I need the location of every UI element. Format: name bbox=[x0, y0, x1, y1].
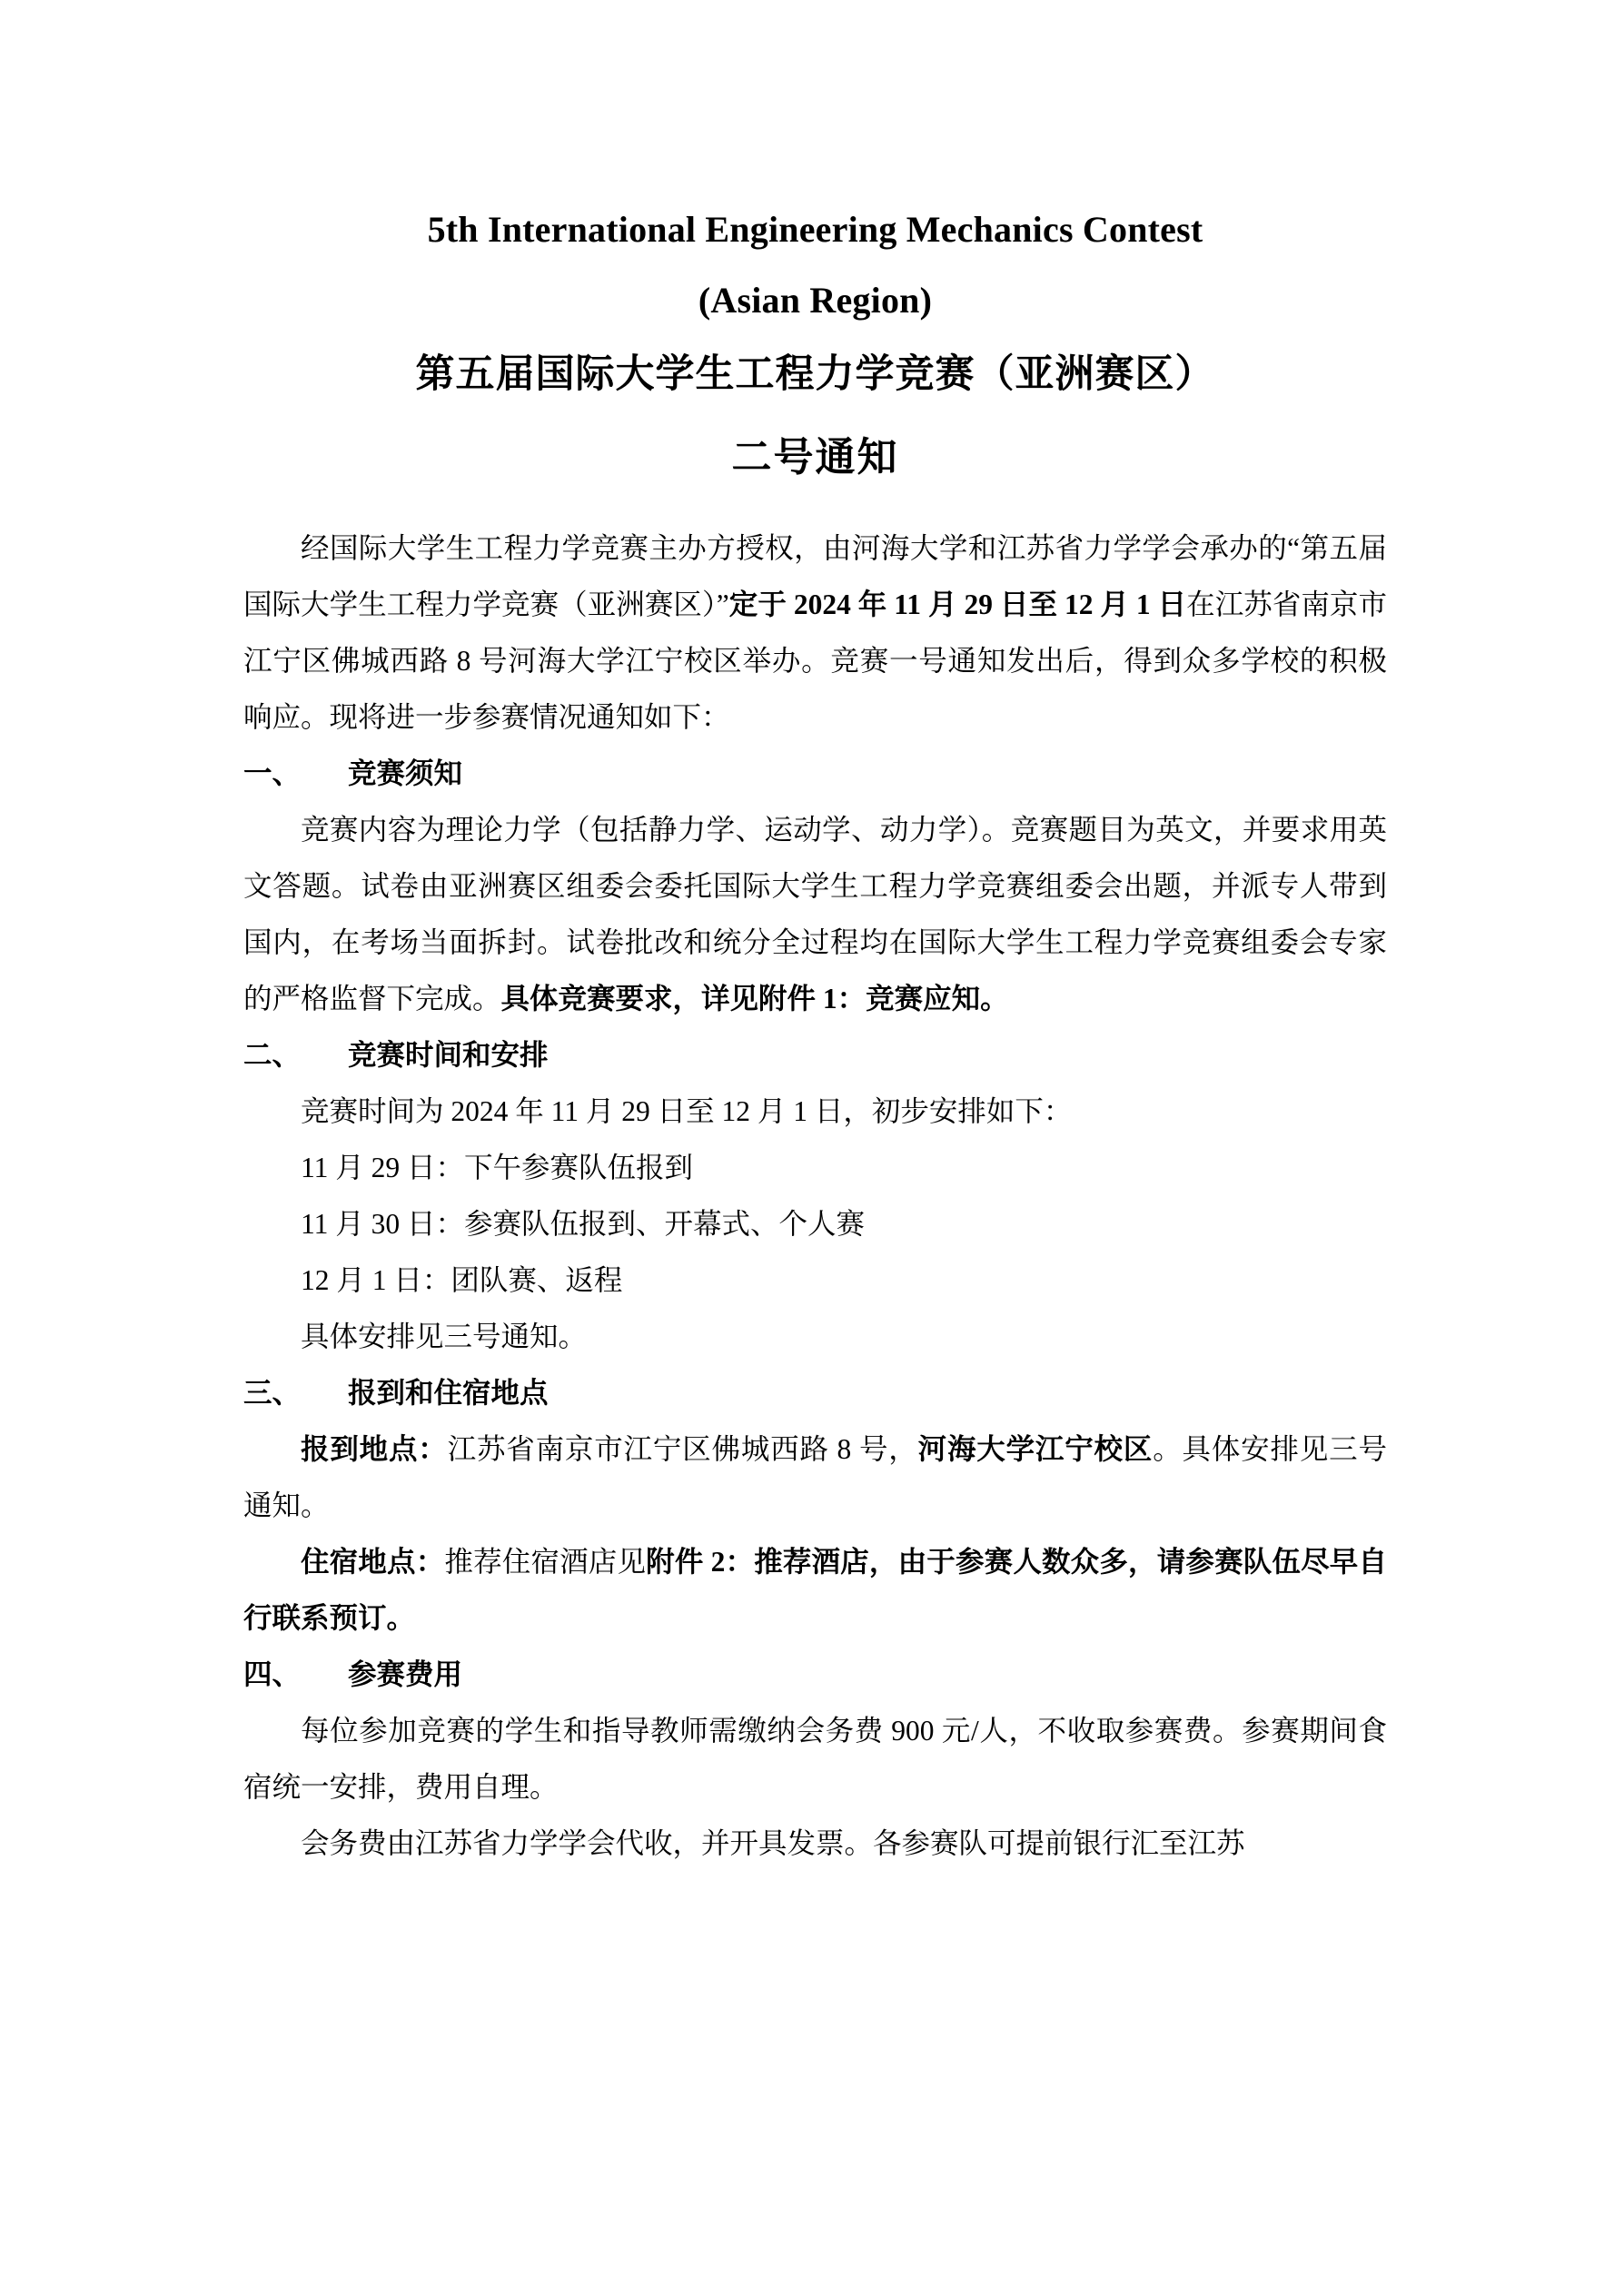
checkin-location-paragraph bbox=[243, 1421, 1387, 1534]
section-4-number: 四、 bbox=[243, 1658, 302, 1690]
lodging-location-segment-1: 推荐住宿酒店见 bbox=[444, 1546, 647, 1578]
section-1-body-segment-1: 竞赛内容为理论力学（包括静力学、运动学、动力学）。竞赛题目为英文，并要求用英文答题。试卷由亚洲赛区组委会委托国际大学生工程力学竞赛组委会出题，并派专人带到国内，在考场当面拆封。试卷批改和统分全过程均在国际大学生工程力学竞赛组委会专家的严格监督下完成。 bbox=[243, 814, 1387, 1014]
lodging-location-label: 住宿地点： bbox=[301, 1546, 445, 1578]
schedule-item-3: 12 月 1 日：团队赛、返程 bbox=[301, 1264, 623, 1296]
section-1-body bbox=[243, 802, 1387, 1027]
section-heading-1 bbox=[243, 746, 1387, 802]
section-2-number: 二、 bbox=[243, 1039, 302, 1071]
schedule-item-2: 11 月 30 日：参赛队伍报到、开幕式、个人赛 bbox=[301, 1208, 865, 1240]
checkin-location-segment-3: 。具体安排见三号通知。 bbox=[243, 1433, 1387, 1521]
section-1-number: 一、 bbox=[243, 757, 302, 789]
schedule-item-1: 11 月 29 日：下午参赛队伍报到 bbox=[301, 1152, 693, 1183]
document-content bbox=[243, 0, 1387, 1872]
title-chinese-subtitle: 二号通知 bbox=[731, 435, 899, 480]
intro-segment-3: 在江苏省南京市江宁区佛城西路 8 号河海大学江宁校区举办。竞赛一号通知发出后，得到众多学校的积极响应。现将进一步参赛情况通知如下： bbox=[243, 589, 1387, 733]
fee-paragraph-2: 会务费由江苏省力学学会代收，并开具发票。各参赛队可提前银行汇至江苏 bbox=[301, 1827, 1245, 1859]
intro-paragraph bbox=[243, 520, 1387, 746]
section-2-footer: 具体安排见三号通知。 bbox=[301, 1321, 588, 1352]
checkin-location-campus-bold: 河海大学江宁校区 bbox=[917, 1433, 1154, 1465]
section-3-number: 三、 bbox=[243, 1377, 302, 1409]
section-3-title: 报到和住宿地点 bbox=[348, 1377, 549, 1409]
section-1-body-segment-2-bold: 具体竞赛要求，详见附件 1：竞赛应知。 bbox=[500, 983, 1009, 1014]
lodging-location-paragraph bbox=[243, 1534, 1387, 1647]
title-english-line2: (Asian Region) bbox=[698, 280, 933, 321]
section-2-title: 竞赛时间和安排 bbox=[348, 1039, 549, 1071]
checkin-location-segment-1: 江苏省南京市江宁区佛城西路 8 号， bbox=[447, 1433, 918, 1465]
section-2-intro: 竞赛时间为 2024 年 11 月 29 日至 12 月 1 日，初步安排如下： bbox=[301, 1095, 1073, 1127]
title-chinese-main: 第五届国际大学生工程力学竞赛（亚洲赛区） bbox=[415, 353, 1215, 396]
lodging-location-segment-2-bold: 附件 2：推荐酒店，由于参赛人数众多，请参赛队伍尽早自行联系预订。 bbox=[243, 1546, 1387, 1634]
section-heading-4 bbox=[243, 1647, 1387, 1703]
title-english-line1: 5th International Engineering Mechanics Contest bbox=[427, 209, 1203, 250]
section-heading-3 bbox=[243, 1365, 1387, 1421]
section-1-title: 竞赛须知 bbox=[348, 757, 463, 789]
intro-segment-1: 经国际大学生工程力学竞赛主办方授权，由河海大学和江苏省力学学会承办的“第五届国际大学生工程力学竞赛（亚洲赛区）” bbox=[243, 532, 1387, 620]
section-4-title: 参赛费用 bbox=[348, 1658, 463, 1690]
intro-segment-2-bold: 定于 2024 年 11 月 29 日至 12 月 1 日 bbox=[728, 589, 1187, 620]
fee-paragraph-1: 每位参加竞赛的学生和指导教师需缴纳会务费 900 元/人，不收取参赛费。参赛期间食宿统一安排，费用自理。 bbox=[243, 1715, 1387, 1803]
section-heading-2 bbox=[243, 1027, 1387, 1084]
checkin-location-label: 报到地点： bbox=[301, 1433, 448, 1465]
